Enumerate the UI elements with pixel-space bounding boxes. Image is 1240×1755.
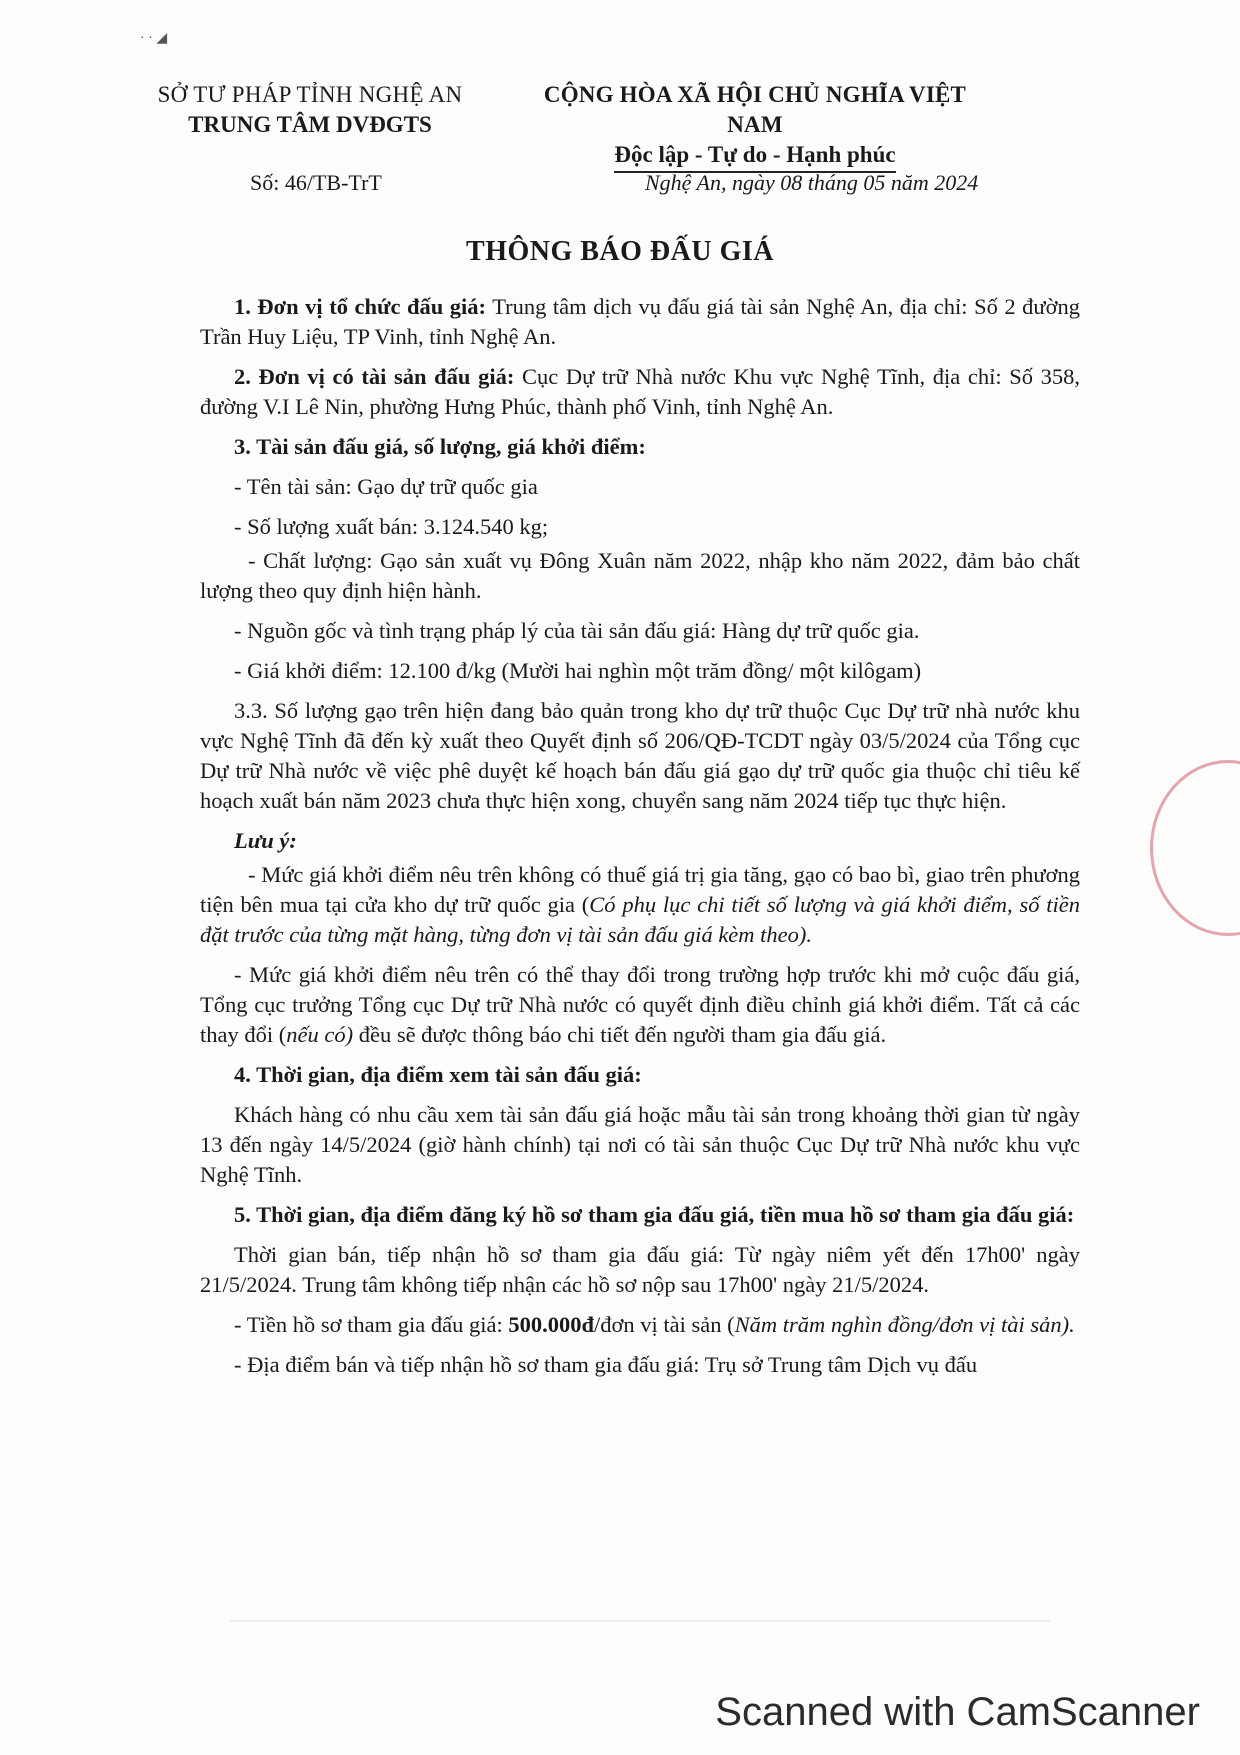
note-1 bbox=[200, 860, 1080, 950]
note-2-a: - Mức giá khởi điểm nêu trên có thể thay đổi trong trường hợp trước khi mở cuộc đấu giá, Tổng cục trưởng Tổng cục Dự trữ Nhà nước có quyết định điều chỉnh giá khởi điểm. Tất cả các thay đổi ( bbox=[200, 962, 1080, 1047]
document-date: Nghệ An, ngày 08 tháng 05 năm 2024 bbox=[645, 170, 979, 195]
section-2-label: 2. Đơn vị có tài sản đấu giá: bbox=[234, 364, 515, 389]
note-2-b: đều sẽ được thông báo chi tiết đến người tham gia đấu giá. bbox=[353, 1022, 887, 1047]
quantity-item: - Số lượng xuất bán: 3.124.540 kg; bbox=[234, 514, 549, 539]
note-2-italic: nếu có) bbox=[286, 1022, 354, 1047]
asset-name-item: - Tên tài sản: Gạo dự trữ quốc gia bbox=[234, 474, 538, 499]
fee-item bbox=[200, 1310, 1080, 1340]
center-name: TRUNG TÂM DVĐGTS bbox=[188, 112, 432, 137]
page-title: THÔNG BÁO ĐẤU GIÁ bbox=[466, 236, 774, 267]
red-seal-stamp bbox=[1150, 760, 1240, 936]
agency-name: SỞ TƯ PHÁP TỈNH NGHỆ AN bbox=[157, 82, 463, 107]
document-number: Số: 46/TB-TrT bbox=[250, 170, 382, 195]
note-1-text: - Mức giá khởi điểm nêu trên không có thuế giá trị gia tăng, gạo có bao bì, giao trên phương tiện bên mua tại cửa kho dự trữ quốc gia ( bbox=[200, 862, 1080, 917]
scan-artifact-line bbox=[230, 1620, 1050, 1622]
national-title: CỘNG HÒA XÃ HỘI CHỦ NGHĨA VIỆT NAM bbox=[543, 82, 967, 137]
section-5-text: Thời gian bán, tiếp nhận hồ sơ tham gia đấu giá: Từ ngày niêm yết đến 17h00' ngày 21/5/2024. Trung tâm không tiếp nhận các hồ sơ nộp sau 17h00' ngày 21/5/2024. bbox=[200, 1242, 1080, 1297]
header-left bbox=[150, 80, 470, 140]
fee-a: - Tiền hồ sơ tham gia đấu giá: bbox=[234, 1312, 509, 1337]
fee-italic: Năm trăm nghìn đồng/đơn vị tài sản). bbox=[734, 1312, 1075, 1337]
header-right bbox=[520, 80, 990, 173]
note-1-italic: Có phụ lục chi tiết số lượng và giá khởi điểm, số tiền đặt trước của từng mặt hàng, từng đơn vị tài sản đấu giá kèm theo). bbox=[200, 892, 1080, 947]
section-2-text: Cục Dự trữ Nhà nước Khu vực Nghệ Tĩnh, địa chỉ: Số 358, đường V.I Lê Nin, phường Hưng Phúc, thành phố Vinh, tỉnh Nghệ An. bbox=[200, 364, 1080, 419]
starting-price-item: - Giá khởi điểm: 12.100 đ/kg (Mười hai nghìn một trăm đồng/ một kilôgam) bbox=[234, 658, 922, 683]
section-2 bbox=[200, 362, 1080, 422]
origin-item: - Nguồn gốc và tình trạng pháp lý của tài sản đấu giá: Hàng dự trữ quốc gia. bbox=[234, 618, 920, 643]
section-1-label: 1. Đơn vị tổ chức đấu giá: bbox=[234, 294, 487, 319]
section-4-label-text: 4. Thời gian, địa điểm xem tài sản đấu giá: bbox=[234, 1062, 642, 1087]
section-3-label-text: 3. Tài sản đấu giá, số lượng, giá khởi điểm: bbox=[234, 434, 646, 459]
scan-speck: · · ◢ bbox=[140, 31, 168, 46]
note-label bbox=[200, 826, 1080, 856]
camscanner-watermark: Scanned with CamScanner bbox=[715, 1690, 1200, 1734]
document-body bbox=[200, 292, 1080, 1390]
fee-b: /đơn vị tài sản ( bbox=[594, 1312, 735, 1337]
section-1 bbox=[200, 292, 1080, 352]
quality-item: - Chất lượng: Gạo sản xuất vụ Đông Xuân năm 2022, nhập kho năm 2022, đảm bảo chất lượng theo quy định hiện hành. bbox=[200, 548, 1080, 603]
section-3-label bbox=[200, 432, 1080, 462]
section-3-3: 3.3. Số lượng gạo trên hiện đang bảo quản trong kho dự trữ thuộc Cục Dự trữ nhà nước khu vực Nghệ Tĩnh đã đến kỳ xuất theo Quyết định số 206/QĐ-TCDT ngày 03/5/2024 của Tổng cục Dự trữ Nhà nước về việc phê duyệt kế hoạch bán đấu giá gạo dự trữ quốc gia thuộc chỉ tiêu kế hoạch xuất bán năm 2023 chưa thực hiện xong, chuyển sang năm 2024 tiếp tục thực hiện. bbox=[200, 698, 1080, 813]
section-5-label-text: 5. Thời gian, địa điểm đăng ký hồ sơ tham gia đấu giá, tiền mua hồ sơ tham gia đấu giá: bbox=[234, 1202, 1075, 1227]
national-motto: Độc lập - Tự do - Hạnh phúc bbox=[614, 140, 895, 173]
note-label-text: Lưu ý: bbox=[234, 828, 297, 853]
place-item: - Địa điểm bán và tiếp nhận hồ sơ tham gia đấu giá: Trụ sở Trung tâm Dịch vụ đấu bbox=[234, 1352, 978, 1377]
section-1-text: Trung tâm dịch vụ đấu giá tài sản Nghệ An, địa chỉ: Số 2 đường Trần Huy Liệu, TP Vinh, tỉnh Nghệ An. bbox=[200, 294, 1080, 349]
note-2 bbox=[200, 960, 1080, 1050]
section-4-label bbox=[200, 1060, 1080, 1090]
section-5-label bbox=[200, 1200, 1080, 1230]
section-4-text: Khách hàng có nhu cầu xem tài sản đấu giá hoặc mẫu tài sản trong khoảng thời gian từ ngày 13 đến ngày 14/5/2024 (giờ hành chính) tại nơi có tài sản thuộc Cục Dự trữ Nhà nước khu vực Nghệ Tĩnh. bbox=[200, 1102, 1080, 1187]
fee-amount: 500.000đ bbox=[508, 1312, 595, 1337]
